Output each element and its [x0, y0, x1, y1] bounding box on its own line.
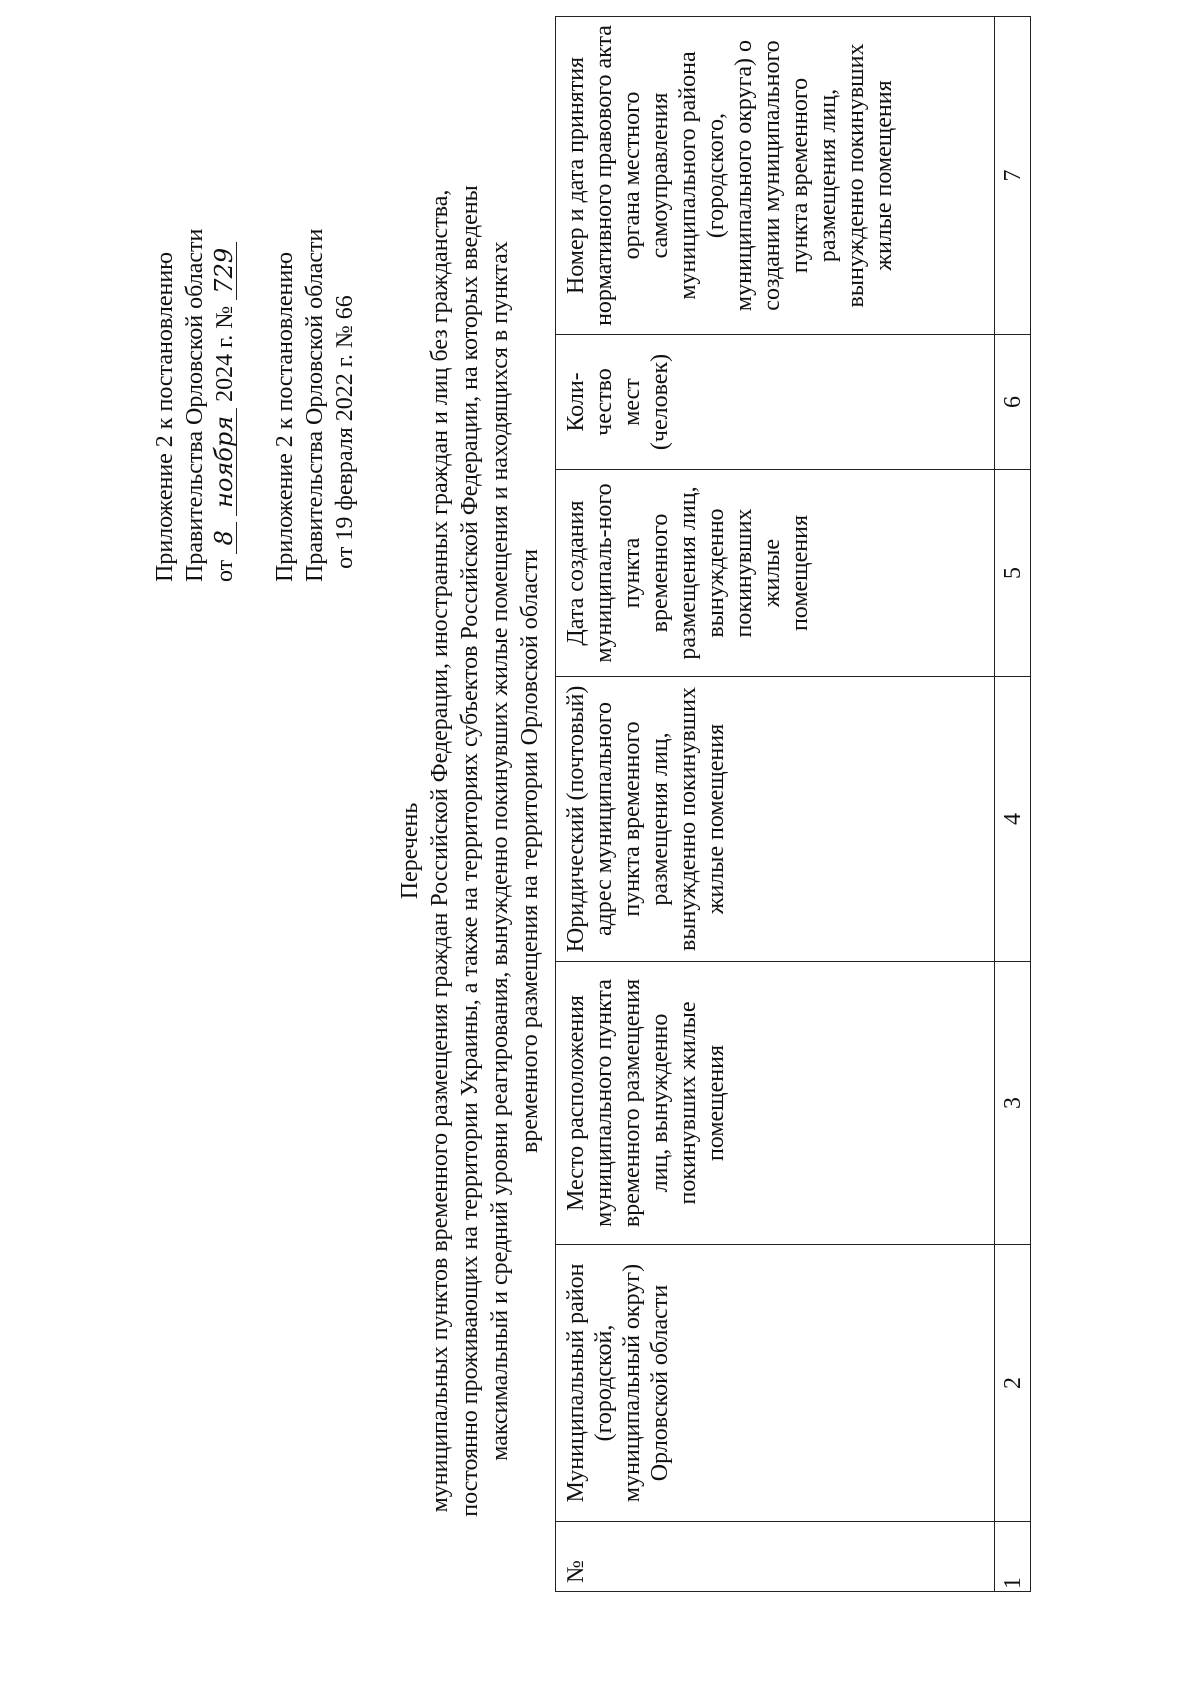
- header-cell-district: Муниципальный район (городской, муниципальный округ) Орловской области: [556, 1245, 995, 1522]
- header-cell-capacity: Коли-чество мест (человек): [556, 335, 995, 470]
- title-line-3: максимальный и средний уровни реагирования, вынужденно покинувших жилые помещения и находящихся в пунктах: [487, 241, 513, 1461]
- header-cell-creation-date: Дата создания муниципаль-ного пункта временного размещения лиц, вынужденно покинувших жилые помещения: [556, 470, 995, 677]
- title-line-1: муниципальных пунктов временного размещения граждан Российской Федерации, иностранных граждан и лиц без гражданства,: [427, 189, 453, 1513]
- column-number-cell: 1: [995, 1522, 1031, 1592]
- appendix-date-line: [210, 247, 240, 582]
- date-year: 2024 г. №: [212, 305, 238, 402]
- points-table: [555, 16, 1031, 1592]
- column-number-cell: 2: [995, 1245, 1031, 1522]
- column-number-cell: 3: [995, 962, 1031, 1245]
- date-month-handwritten: ноября: [212, 408, 237, 516]
- header-cell-address: Юридический (почтовый) адрес муниципального пункта временного размещения лиц, вынужденно покинувших жилые помещения: [556, 677, 995, 962]
- appendix-line-2: Правительства Орловской области: [182, 228, 208, 582]
- header-cell-location: Место расположения муниципального пункта временного размещения лиц, вынужденно покинувших жилые помещения: [556, 962, 995, 1245]
- column-number-cell: 7: [995, 17, 1031, 335]
- table-header-row: [556, 17, 995, 1592]
- column-number-cell: 6: [995, 335, 1031, 470]
- column-number-cell: 4: [995, 677, 1031, 962]
- appendix-line-1: Приложение 2 к постановлению: [152, 251, 178, 582]
- title-line-2: постоянно проживающих на территории Украины, а также на территориях субъектов Российской Федерации, на которых введены: [457, 185, 483, 1517]
- title-line-4: временного размещения на территории Орловской области: [517, 549, 543, 1153]
- date-prefix: от: [212, 559, 238, 582]
- date-day-handwritten: 8: [212, 522, 237, 554]
- appendix-block: [150, 228, 360, 582]
- header-cell-legal-act: Номер и дата принятия нормативного правового акта органа местного самоуправления муниципального района (городского, муниципального округа) о создании муниципального пункта временного размещения лиц, вынужденно покинувших жилые помещения: [556, 17, 995, 335]
- document-title: [395, 0, 545, 1702]
- header-cell-number: №: [556, 1522, 995, 1592]
- title-heading: Перечень: [397, 802, 423, 900]
- old-appendix-line-1: Приложение 2 к постановлению: [272, 251, 298, 582]
- table-column-numbers-row: [995, 17, 1031, 1592]
- column-number-cell: 5: [995, 470, 1031, 677]
- date-number-handwritten: 729: [212, 242, 237, 300]
- old-appendix-line-3: от 19 февраля 2022 г. № 66: [332, 295, 358, 569]
- old-appendix-line-2: Правительства Орловской области: [302, 228, 328, 582]
